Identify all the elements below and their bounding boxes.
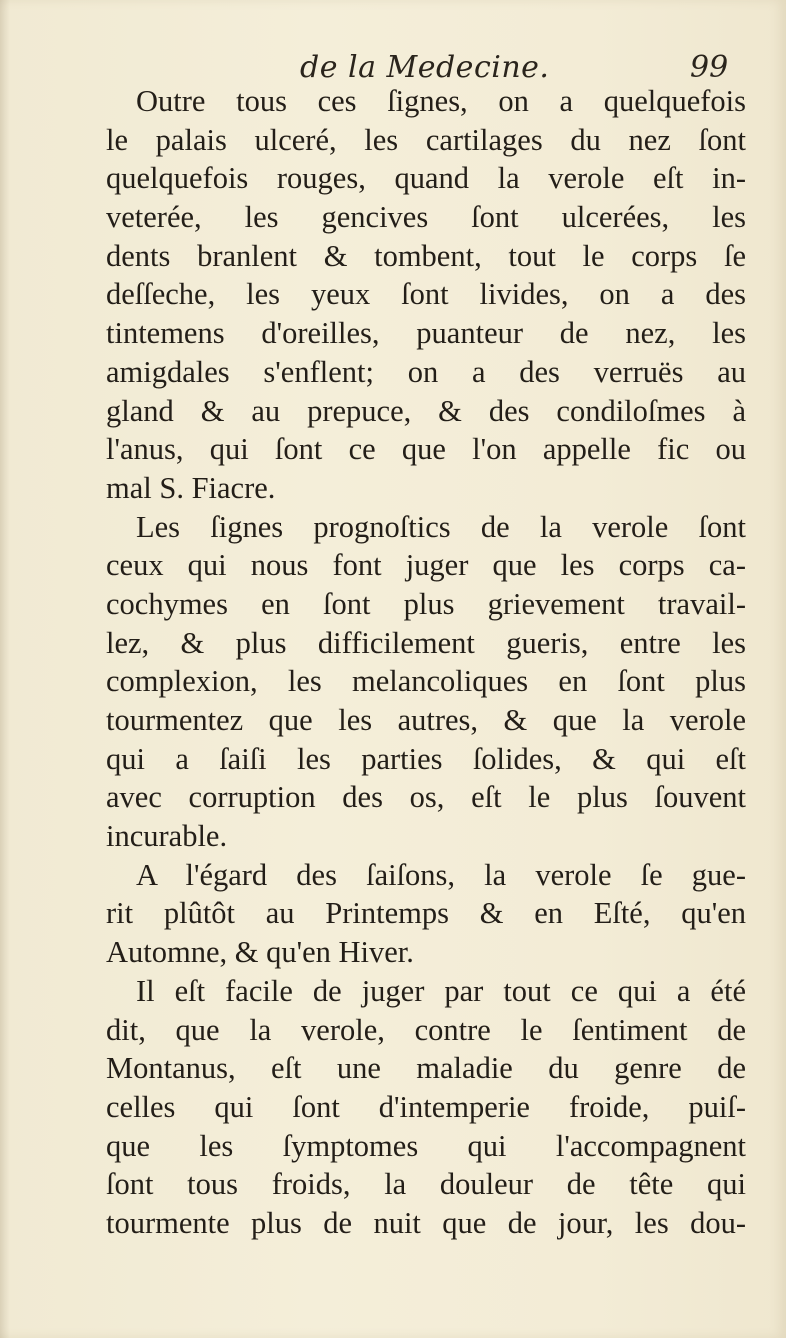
text-line: ceux qui nous font juger que les corps ca- — [106, 548, 746, 583]
text-line: tourmentez que les autres, & que la verole — [106, 703, 746, 737]
text-line: veterée, les gencives ſont ulcerées, les — [106, 200, 746, 235]
text-line: tourmente plus de nuit que de jour, les dou- — [106, 1205, 746, 1240]
body-text — [106, 82, 746, 1243]
text-line: qui a ſaiſi les parties ſolides, & qui eſt — [106, 741, 746, 776]
text-line: complexion, les melancoliques en ſont plus — [106, 664, 746, 699]
text-line: Il eſt facile de juger par tout ce qui a été — [136, 973, 746, 1008]
text-line: A l'égard des ſaiſons, la verole ſe gue- — [136, 857, 746, 892]
text-line: que les ſymptomes qui l'accompagnent — [106, 1128, 746, 1163]
text-line: mal S. Fiacre. — [106, 470, 276, 505]
text-line: gland & au prepuce, & des condiloſmes à — [106, 393, 746, 428]
text-line: amigdales s'enflent; on a des verruës au — [106, 354, 746, 389]
text-line: deſſeche, les yeux ſont livides, on a des — [106, 277, 746, 312]
text-line: le palais ulceré, les cartilages du nez ſont — [106, 122, 746, 157]
page-gutter-shadow — [0, 0, 10, 1338]
text-line: ſont tous froids, la douleur de tête qui — [106, 1167, 746, 1202]
running-title: de la Medecine. — [300, 50, 550, 85]
text-line: dit, que la verole, contre le ſentiment de — [106, 1012, 746, 1047]
text-line: lez, & plus difficilement gueris, entre les — [106, 625, 746, 660]
text-line: dents branlent & tombent, tout le corps ſe — [106, 238, 746, 273]
text-line: avec corruption des os, eſt le plus ſouvent — [106, 780, 746, 815]
text-line: cochymes en ſont plus grievement travail- — [106, 586, 746, 621]
text-line: l'anus, qui ſont ce que l'on appelle fic ou — [106, 432, 746, 467]
page-number: 99 — [690, 50, 729, 85]
text-line: Les ſignes prognoſtics de la verole ſont — [136, 509, 746, 544]
text-line: Automne, & qu'en Hiver. — [106, 935, 414, 970]
text-line: Outre tous ces ſignes, on a quelquefois — [136, 84, 746, 118]
text-line: rit plûtôt au Printemps & en Eſté, qu'en — [106, 896, 746, 931]
text-line: quelquefois rouges, quand la verole eſt in- — [106, 161, 746, 196]
text-line: celles qui ſont d'intemperie froide, puiſ- — [106, 1089, 746, 1124]
text-line: incurable. — [106, 819, 228, 854]
text-line: Montanus, eſt une maladie du genre de — [106, 1051, 746, 1086]
text-line: tintemens d'oreilles, puanteur de nez, les — [106, 316, 746, 351]
